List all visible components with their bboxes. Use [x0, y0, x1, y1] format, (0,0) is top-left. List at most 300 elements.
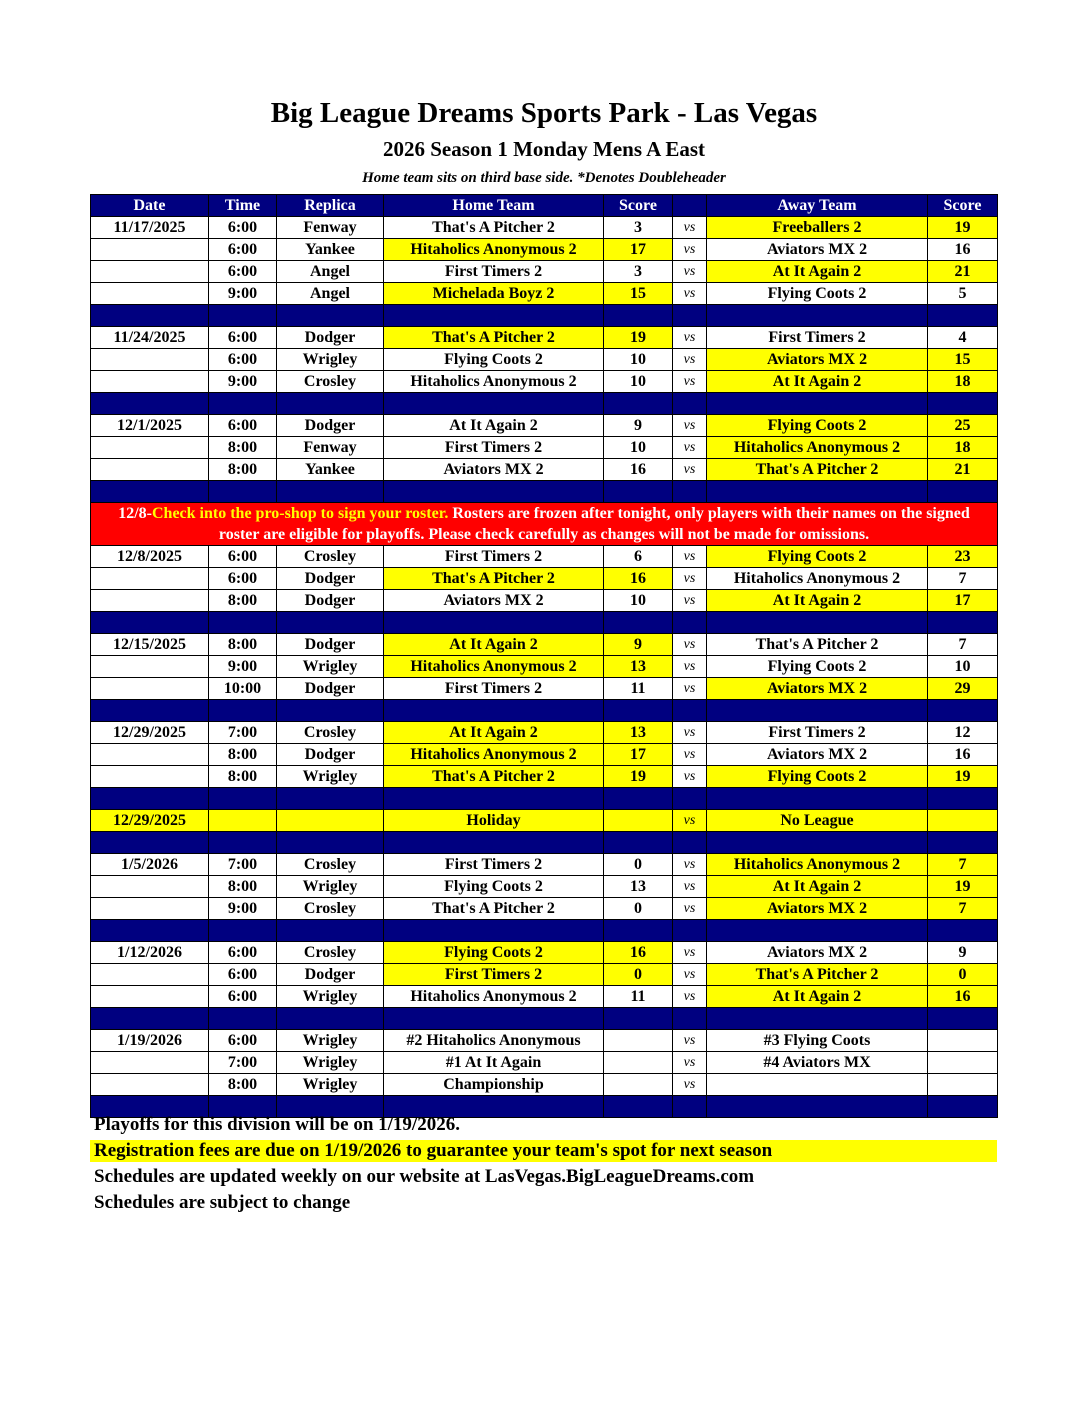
vs-label: vs: [673, 437, 707, 459]
away-team: At It Again 2: [707, 876, 928, 898]
week-separator: [91, 612, 998, 634]
week-separator: [91, 1008, 998, 1030]
vs-label: vs: [673, 656, 707, 678]
week-separator: [91, 305, 998, 327]
home-score: [604, 810, 673, 832]
game-row: [91, 942, 998, 964]
game-time: 6:00: [209, 568, 277, 590]
game-date: [91, 986, 209, 1008]
separator-cell: [707, 393, 928, 415]
vs-label: vs: [673, 371, 707, 393]
replica-field: Crosley: [277, 546, 384, 568]
game-row: [91, 898, 998, 920]
registration-note: Registration fees are due on 1/19/2026 to guarantee your team's spot for next season: [90, 1140, 997, 1162]
vs-label: vs: [673, 964, 707, 986]
home-score: 9: [604, 634, 673, 656]
game-date: [91, 590, 209, 612]
column-header-away-team: Away Team: [707, 195, 928, 217]
away-team: That's A Pitcher 2: [707, 459, 928, 481]
separator-cell: [604, 612, 673, 634]
away-score: 18: [928, 371, 998, 393]
separator-cell: [928, 1008, 998, 1030]
away-team: At It Again 2: [707, 986, 928, 1008]
game-date: 11/24/2025: [91, 327, 209, 349]
replica-field: Dodger: [277, 744, 384, 766]
game-row: [91, 327, 998, 349]
game-row: [91, 568, 998, 590]
home-score: 13: [604, 876, 673, 898]
page-title: Big League Dreams Sports Park - Las Vegas: [270, 97, 818, 129]
game-row: [91, 876, 998, 898]
game-date: 1/12/2026: [91, 942, 209, 964]
away-team: Flying Coots 2: [707, 546, 928, 568]
separator-cell: [928, 700, 998, 722]
replica-field: Crosley: [277, 722, 384, 744]
away-team: Aviators MX 2: [707, 942, 928, 964]
game-time: 7:00: [209, 722, 277, 744]
replica-field: Wrigley: [277, 349, 384, 371]
separator-cell: [928, 920, 998, 942]
away-team: Aviators MX 2: [707, 744, 928, 766]
home-score: 10: [604, 349, 673, 371]
home-team: Aviators MX 2: [384, 459, 604, 481]
separator-cell: [707, 1008, 928, 1030]
game-date: 1/5/2026: [91, 854, 209, 876]
separator-cell: [604, 700, 673, 722]
game-time: 8:00: [209, 1074, 277, 1096]
separator-cell: [209, 920, 277, 942]
home-score: 0: [604, 854, 673, 876]
away-score: 18: [928, 437, 998, 459]
game-time: 6:00: [209, 415, 277, 437]
separator-cell: [707, 481, 928, 503]
holiday-row: [91, 810, 998, 832]
home-team: #2 Hitaholics Anonymous: [384, 1030, 604, 1052]
replica-field: Dodger: [277, 327, 384, 349]
replica-field: Angel: [277, 261, 384, 283]
away-score: 19: [928, 876, 998, 898]
vs-label: vs: [673, 415, 707, 437]
vs-label: vs: [673, 876, 707, 898]
home-score: 6: [604, 546, 673, 568]
vs-label: vs: [673, 327, 707, 349]
away-team: At It Again 2: [707, 371, 928, 393]
separator-cell: [928, 1096, 998, 1118]
vs-label: vs: [673, 678, 707, 700]
game-time: 10:00: [209, 678, 277, 700]
game-time: 8:00: [209, 590, 277, 612]
game-row: [91, 678, 998, 700]
home-score: [604, 1030, 673, 1052]
separator-cell: [277, 305, 384, 327]
separator-cell: [604, 305, 673, 327]
notice-date: 12/8-: [118, 505, 152, 522]
home-score: 13: [604, 722, 673, 744]
website-note: Schedules are updated weekly on our website at LasVegas.BigLeagueDreams.com: [94, 1166, 755, 1187]
home-score: 15: [604, 283, 673, 305]
home-team: Aviators MX 2: [384, 590, 604, 612]
separator-cell: [673, 788, 707, 810]
game-row: [91, 1052, 998, 1074]
away-score: 5: [928, 283, 998, 305]
game-time: 6:00: [209, 261, 277, 283]
replica-field: Wrigley: [277, 766, 384, 788]
separator-cell: [91, 920, 209, 942]
separator-cell: [209, 832, 277, 854]
home-score: 17: [604, 239, 673, 261]
separator-cell: [277, 832, 384, 854]
away-team: That's A Pitcher 2: [707, 964, 928, 986]
separator-cell: [91, 481, 209, 503]
game-date: 1/19/2026: [91, 1030, 209, 1052]
home-team: That's A Pitcher 2: [384, 217, 604, 239]
separator-cell: [928, 305, 998, 327]
replica-field: Crosley: [277, 854, 384, 876]
replica-field: [277, 810, 384, 832]
away-team: Freeballers 2: [707, 217, 928, 239]
away-score: 7: [928, 634, 998, 656]
separator-cell: [384, 920, 604, 942]
separator-cell: [707, 700, 928, 722]
vs-label: vs: [673, 261, 707, 283]
game-time: 9:00: [209, 656, 277, 678]
separator-cell: [604, 788, 673, 810]
game-time: 8:00: [209, 634, 277, 656]
home-team: That's A Pitcher 2: [384, 898, 604, 920]
separator-cell: [209, 700, 277, 722]
separator-cell: [277, 1008, 384, 1030]
game-row: [91, 634, 998, 656]
home-score: 16: [604, 942, 673, 964]
replica-field: Dodger: [277, 590, 384, 612]
separator-cell: [384, 700, 604, 722]
schedule-body: [91, 217, 998, 1118]
separator-cell: [707, 788, 928, 810]
separator-cell: [604, 1096, 673, 1118]
separator-cell: [707, 832, 928, 854]
home-score: [604, 1052, 673, 1074]
game-row: [91, 656, 998, 678]
separator-cell: [928, 832, 998, 854]
roster-notice: [91, 503, 998, 546]
playoffs-note: Playoffs for this division will be on 1/19/2026.: [94, 1114, 460, 1135]
game-date: 12/8/2025: [91, 546, 209, 568]
home-score: 10: [604, 590, 673, 612]
game-date: [91, 744, 209, 766]
separator-cell: [384, 481, 604, 503]
vs-label: vs: [673, 283, 707, 305]
home-score: 11: [604, 678, 673, 700]
game-row: [91, 854, 998, 876]
home-score: 10: [604, 437, 673, 459]
week-separator: [91, 700, 998, 722]
home-team: Hitaholics Anonymous 2: [384, 986, 604, 1008]
replica-field: Dodger: [277, 964, 384, 986]
game-date: [91, 898, 209, 920]
column-header-home-team: Home Team: [384, 195, 604, 217]
away-team: First Timers 2: [707, 722, 928, 744]
home-score: 16: [604, 459, 673, 481]
separator-cell: [928, 393, 998, 415]
replica-field: Yankee: [277, 459, 384, 481]
separator-cell: [673, 612, 707, 634]
game-row: [91, 349, 998, 371]
separator-cell: [91, 1008, 209, 1030]
home-score: 0: [604, 964, 673, 986]
game-row: [91, 239, 998, 261]
week-separator: [91, 832, 998, 854]
replica-field: Dodger: [277, 415, 384, 437]
column-header-vs: [673, 195, 707, 217]
home-score: 11: [604, 986, 673, 1008]
separator-cell: [209, 481, 277, 503]
separator-cell: [91, 832, 209, 854]
home-team: Hitaholics Anonymous 2: [384, 371, 604, 393]
replica-field: Yankee: [277, 239, 384, 261]
away-team: Hitaholics Anonymous 2: [707, 437, 928, 459]
separator-cell: [91, 788, 209, 810]
game-row: [91, 217, 998, 239]
vs-label: vs: [673, 986, 707, 1008]
game-time: 8:00: [209, 766, 277, 788]
game-date: [91, 568, 209, 590]
schedule-table: [90, 194, 998, 1118]
home-team: Championship: [384, 1074, 604, 1096]
separator-cell: [91, 393, 209, 415]
column-header-replica: Replica: [277, 195, 384, 217]
separator-cell: [91, 305, 209, 327]
game-time: 8:00: [209, 876, 277, 898]
game-time: 8:00: [209, 437, 277, 459]
replica-field: Wrigley: [277, 1030, 384, 1052]
game-time: 6:00: [209, 986, 277, 1008]
home-team: That's A Pitcher 2: [384, 327, 604, 349]
roster-notice-row: [91, 503, 998, 546]
away-score: [928, 1074, 998, 1096]
home-team: That's A Pitcher 2: [384, 766, 604, 788]
game-time: 9:00: [209, 283, 277, 305]
separator-cell: [384, 612, 604, 634]
home-team: At It Again 2: [384, 634, 604, 656]
separator-cell: [673, 481, 707, 503]
vs-label: vs: [673, 744, 707, 766]
away-team: Flying Coots 2: [707, 766, 928, 788]
game-time: [209, 810, 277, 832]
home-team: First Timers 2: [384, 261, 604, 283]
week-separator: [91, 788, 998, 810]
home-score: 0: [604, 898, 673, 920]
separator-cell: [209, 305, 277, 327]
vs-label: vs: [673, 568, 707, 590]
away-score: [928, 810, 998, 832]
home-score: 13: [604, 656, 673, 678]
game-date: 12/1/2025: [91, 415, 209, 437]
replica-field: Fenway: [277, 217, 384, 239]
notice-text: Rosters are frozen after tonight, only players with their names on the signed roster are eligible for playoffs. Please check carefully as changes will not be made for omissions.: [218, 505, 970, 543]
week-separator: [91, 481, 998, 503]
replica-field: Wrigley: [277, 656, 384, 678]
game-time: 6:00: [209, 217, 277, 239]
separator-cell: [928, 612, 998, 634]
away-score: 7: [928, 568, 998, 590]
game-date: [91, 1074, 209, 1096]
game-time: 7:00: [209, 1052, 277, 1074]
game-row: [91, 546, 998, 568]
column-header-date: Date: [91, 195, 209, 217]
home-score: 9: [604, 415, 673, 437]
away-score: 7: [928, 854, 998, 876]
vs-label: vs: [673, 239, 707, 261]
vs-label: vs: [673, 546, 707, 568]
home-team: #1 At It Again: [384, 1052, 604, 1074]
game-time: 6:00: [209, 327, 277, 349]
separator-cell: [277, 393, 384, 415]
away-score: 16: [928, 744, 998, 766]
game-row: [91, 415, 998, 437]
home-score: [604, 1074, 673, 1096]
game-date: [91, 459, 209, 481]
column-header-away-score: Score: [928, 195, 998, 217]
game-row: [91, 986, 998, 1008]
away-team: Aviators MX 2: [707, 239, 928, 261]
away-team: #3 Flying Coots: [707, 1030, 928, 1052]
game-date: 11/17/2025: [91, 217, 209, 239]
game-date: [91, 349, 209, 371]
game-time: 9:00: [209, 898, 277, 920]
separator-cell: [277, 612, 384, 634]
away-team: At It Again 2: [707, 261, 928, 283]
home-score: 10: [604, 371, 673, 393]
away-score: 21: [928, 261, 998, 283]
game-date: [91, 766, 209, 788]
separator-cell: [384, 393, 604, 415]
separator-cell: [384, 832, 604, 854]
game-row: [91, 722, 998, 744]
away-team: That's A Pitcher 2: [707, 634, 928, 656]
home-team: First Timers 2: [384, 437, 604, 459]
game-date: [91, 678, 209, 700]
home-team: Flying Coots 2: [384, 942, 604, 964]
home-team: Holiday: [384, 810, 604, 832]
away-score: 7: [928, 898, 998, 920]
separator-cell: [604, 393, 673, 415]
vs-label: vs: [673, 590, 707, 612]
game-row: [91, 283, 998, 305]
home-score: 19: [604, 766, 673, 788]
separator-cell: [209, 788, 277, 810]
home-team: Hitaholics Anonymous 2: [384, 656, 604, 678]
home-score: 3: [604, 217, 673, 239]
separator-cell: [209, 1008, 277, 1030]
separator-cell: [928, 788, 998, 810]
away-team: Flying Coots 2: [707, 656, 928, 678]
game-date: [91, 876, 209, 898]
home-team: First Timers 2: [384, 678, 604, 700]
away-team: At It Again 2: [707, 590, 928, 612]
replica-field: Crosley: [277, 898, 384, 920]
separator-cell: [209, 612, 277, 634]
away-score: 15: [928, 349, 998, 371]
away-score: [928, 1052, 998, 1074]
vs-label: vs: [673, 942, 707, 964]
away-team: Flying Coots 2: [707, 415, 928, 437]
game-time: 6:00: [209, 964, 277, 986]
game-date: [91, 1052, 209, 1074]
game-time: 9:00: [209, 371, 277, 393]
home-team: First Timers 2: [384, 854, 604, 876]
separator-cell: [673, 832, 707, 854]
game-row: [91, 437, 998, 459]
home-team: Flying Coots 2: [384, 876, 604, 898]
replica-field: Fenway: [277, 437, 384, 459]
separator-cell: [604, 832, 673, 854]
home-team: Hitaholics Anonymous 2: [384, 744, 604, 766]
game-row: [91, 590, 998, 612]
separator-cell: [277, 481, 384, 503]
away-score: 17: [928, 590, 998, 612]
separator-cell: [91, 612, 209, 634]
game-date: [91, 964, 209, 986]
away-team: #4 Aviators MX: [707, 1052, 928, 1074]
game-time: 6:00: [209, 942, 277, 964]
away-team: Aviators MX 2: [707, 898, 928, 920]
separator-cell: [209, 393, 277, 415]
separator-cell: [277, 788, 384, 810]
column-header-time: Time: [209, 195, 277, 217]
separator-cell: [707, 1096, 928, 1118]
home-team: Flying Coots 2: [384, 349, 604, 371]
separator-cell: [384, 305, 604, 327]
separator-cell: [673, 1096, 707, 1118]
replica-field: Wrigley: [277, 876, 384, 898]
replica-field: Dodger: [277, 678, 384, 700]
page-subtitle: 2026 Season 1 Monday Mens A East: [382, 137, 706, 161]
game-time: 8:00: [209, 744, 277, 766]
away-team: Hitaholics Anonymous 2: [707, 854, 928, 876]
replica-field: Angel: [277, 283, 384, 305]
separator-cell: [604, 1008, 673, 1030]
separator-cell: [277, 920, 384, 942]
separator-cell: [673, 305, 707, 327]
game-time: 6:00: [209, 1030, 277, 1052]
away-team: Hitaholics Anonymous 2: [707, 568, 928, 590]
separator-cell: [707, 920, 928, 942]
header-row: [91, 195, 998, 217]
separator-cell: [928, 481, 998, 503]
vs-label: vs: [673, 1052, 707, 1074]
game-time: 8:00: [209, 459, 277, 481]
game-time: 7:00: [209, 854, 277, 876]
game-date: 12/29/2025: [91, 810, 209, 832]
away-team: First Timers 2: [707, 327, 928, 349]
separator-cell: [707, 305, 928, 327]
replica-field: Wrigley: [277, 1052, 384, 1074]
home-score: 3: [604, 261, 673, 283]
separator-cell: [673, 700, 707, 722]
vs-label: vs: [673, 1074, 707, 1096]
game-date: [91, 371, 209, 393]
game-row: [91, 1074, 998, 1096]
replica-field: Wrigley: [277, 1074, 384, 1096]
vs-label: vs: [673, 722, 707, 744]
game-time: 6:00: [209, 546, 277, 568]
home-team: At It Again 2: [384, 415, 604, 437]
replica-field: Wrigley: [277, 986, 384, 1008]
game-time: 6:00: [209, 349, 277, 371]
game-date: 12/29/2025: [91, 722, 209, 744]
replica-field: Dodger: [277, 634, 384, 656]
notice-highlight: Check into the pro-shop to sign your roster.: [152, 505, 449, 522]
